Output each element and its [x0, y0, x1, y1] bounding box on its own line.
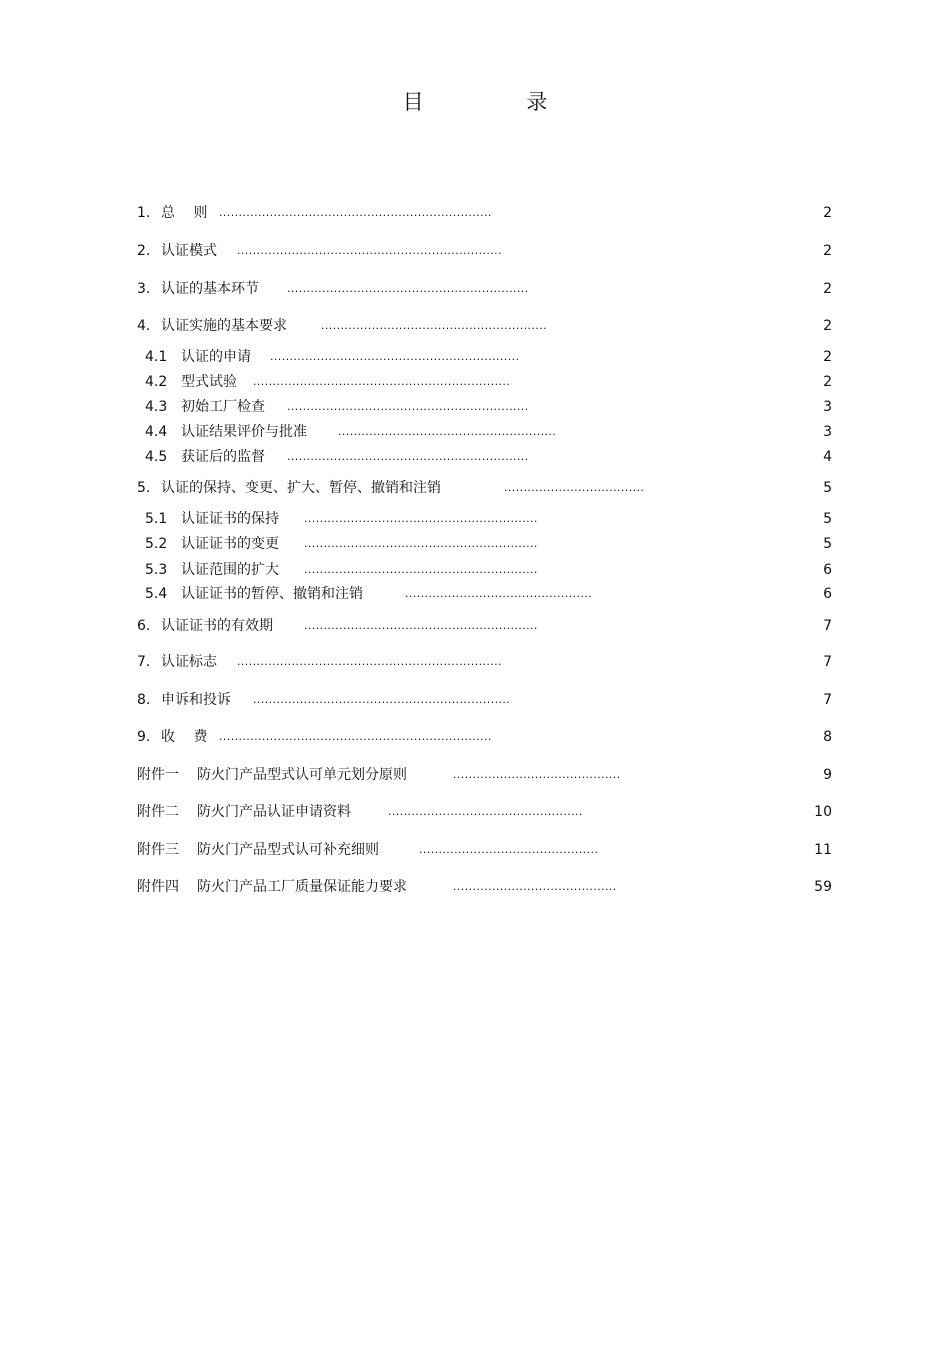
toc-entry-number: 附件一	[137, 767, 179, 783]
toc-entry[interactable]	[0, 690, 950, 710]
toc-entry[interactable]	[0, 840, 950, 860]
toc-entry-number: 9.	[137, 729, 151, 745]
toc-entry-label: 认证模式	[161, 243, 217, 259]
toc-entry-leader: ..............................................................	[287, 400, 529, 413]
toc-entry-number: 4.	[137, 318, 151, 334]
toc-entry-leader: ................................................................	[270, 350, 520, 363]
toc-entry-number: 7.	[137, 654, 151, 670]
toc-entry[interactable]	[0, 372, 950, 392]
toc-entry-page: 9	[823, 767, 832, 783]
toc-entry-leader: ..............................................................	[287, 282, 529, 295]
toc-entry-page: 8	[823, 729, 832, 745]
toc-entry-number: 5.1	[145, 511, 168, 527]
toc-entry-number: 5.	[137, 480, 151, 496]
toc-entry[interactable]	[0, 509, 950, 529]
toc-entry-label: 认证实施的基本要求	[161, 318, 287, 334]
toc-entry[interactable]	[0, 203, 950, 223]
toc-entry[interactable]	[0, 727, 950, 747]
toc-entry-page: 2	[823, 318, 832, 334]
toc-entry-page: 4	[823, 449, 832, 465]
toc-entry-page: 7	[823, 618, 832, 634]
toc-entry-number: 4.2	[145, 374, 168, 390]
toc-entry-label: 认证证书的暂停、撤销和注销	[181, 586, 363, 602]
toc-entry-page: 59	[814, 879, 832, 895]
toc-entry-leader: ..................................................	[388, 805, 583, 818]
toc-entry-leader: ....................................................................	[237, 655, 502, 668]
toc-entry-leader: ..........................................................	[321, 319, 548, 332]
toc-entry-page: 11	[814, 842, 832, 858]
toc-entry[interactable]	[0, 877, 950, 897]
toc-entry-leader: ...........................................	[453, 768, 621, 781]
toc-entry-number: 4.4	[145, 424, 168, 440]
toc-entry-label: 认证标志	[161, 654, 217, 670]
toc-entry-label: 防火门产品型式认可补充细则	[197, 842, 379, 858]
toc-entry[interactable]	[0, 316, 950, 336]
toc-entry-leader: ............................................................	[304, 563, 538, 576]
toc-entry-label: 初始工厂检查	[181, 399, 265, 415]
toc-entry-label: 认证证书的有效期	[161, 618, 273, 634]
toc-entry-number: 2.	[137, 243, 151, 259]
toc-entry[interactable]	[0, 652, 950, 672]
toc-entry-leader: ................................................	[405, 587, 593, 600]
toc-entry-leader: ......................................................................	[219, 730, 492, 743]
toc-entry[interactable]	[0, 241, 950, 261]
toc-entry-page: 5	[823, 536, 832, 552]
toc-entry[interactable]	[0, 279, 950, 299]
toc-entry-number: 6.	[137, 618, 151, 634]
toc-entry-leader: ..............................................................	[287, 450, 529, 463]
toc-entry[interactable]	[0, 584, 950, 604]
toc-entry-leader: ..................................................................	[253, 693, 511, 706]
toc-entry-leader: ............................................................	[304, 619, 538, 632]
toc-entry[interactable]	[0, 765, 950, 785]
toc-entry-number: 5.3	[145, 562, 168, 578]
toc-entry-number: 3.	[137, 281, 151, 297]
toc-entry-label: 收 费	[161, 729, 208, 745]
toc-entry-number: 4.5	[145, 449, 168, 465]
toc-entry-number: 8.	[137, 692, 151, 708]
toc-entry-page: 2	[823, 205, 832, 221]
toc-entry-number: 附件三	[137, 842, 179, 858]
toc-entry-number: 4.1	[145, 349, 168, 365]
toc-entry-label: 型式试验	[181, 374, 237, 390]
toc-entry[interactable]	[0, 478, 950, 498]
toc-entry-number: 4.3	[145, 399, 168, 415]
toc-entry-number: 1.	[137, 205, 151, 221]
toc-entry-leader: ......................................................................	[219, 206, 492, 219]
toc-entry-leader: ..................................................................	[253, 375, 511, 388]
toc-entry-label: 认证结果评价与批准	[181, 424, 307, 440]
toc-entry-label: 认证的申请	[181, 349, 251, 365]
toc-entry-page: 5	[823, 511, 832, 527]
toc-entry-page: 3	[823, 424, 832, 440]
toc-entry-label: 防火门产品型式认可单元划分原则	[197, 767, 407, 783]
toc-entry[interactable]	[0, 347, 950, 367]
toc-entry-page: 6	[823, 562, 832, 578]
toc-entry-page: 2	[823, 243, 832, 259]
toc-entry-label: 总 则	[161, 205, 208, 221]
toc-entry-label: 防火门产品工厂质量保证能力要求	[197, 879, 407, 895]
toc-entry-number: 附件四	[137, 879, 179, 895]
toc-entry[interactable]	[0, 534, 950, 554]
toc-entry[interactable]	[0, 397, 950, 417]
toc-entry-label: 认证证书的保持	[181, 511, 279, 527]
toc-entry-page: 2	[823, 281, 832, 297]
toc-entry-leader: ..............................................	[419, 843, 599, 856]
toc-entry-label: 防火门产品认证申请资料	[197, 804, 351, 820]
toc-entry-leader: ..........................................	[453, 880, 617, 893]
toc-entry-page: 7	[823, 692, 832, 708]
toc-entry-page: 2	[823, 349, 832, 365]
toc-entry[interactable]	[0, 560, 950, 580]
toc-entry[interactable]	[0, 422, 950, 442]
toc-entry-leader: ............................................................	[304, 512, 538, 525]
toc-entry-leader: ....................................................................	[237, 244, 502, 257]
toc-entry-label: 认证的基本环节	[161, 281, 259, 297]
toc-entry-page: 5	[823, 480, 832, 496]
toc-entry[interactable]	[0, 616, 950, 636]
toc-entry-label: 认证证书的变更	[181, 536, 279, 552]
toc-entry-label: 申诉和投诉	[161, 692, 231, 708]
toc-entry-leader: ....................................	[504, 481, 645, 494]
toc-entry-number: 5.2	[145, 536, 168, 552]
toc-entry-page: 2	[823, 374, 832, 390]
toc-entry-number: 5.4	[145, 586, 168, 602]
toc-entry-label: 获证后的监督	[181, 449, 265, 465]
toc-entry-leader: ........................................................	[338, 425, 557, 438]
toc-entry-page: 7	[823, 654, 832, 670]
page-title: 目 录	[402, 90, 596, 114]
toc-entry-leader: ............................................................	[304, 537, 538, 550]
toc-entry-label: 认证的保持、变更、扩大、暂停、撤销和注销	[161, 480, 441, 496]
toc-entry[interactable]	[0, 802, 950, 822]
toc-entry-label: 认证范围的扩大	[181, 562, 279, 578]
toc-entry-page: 3	[823, 399, 832, 415]
toc-entry-page: 6	[823, 586, 832, 602]
toc-entry[interactable]	[0, 447, 950, 467]
toc-entry-page: 10	[814, 804, 832, 820]
toc-entry-number: 附件二	[137, 804, 179, 820]
